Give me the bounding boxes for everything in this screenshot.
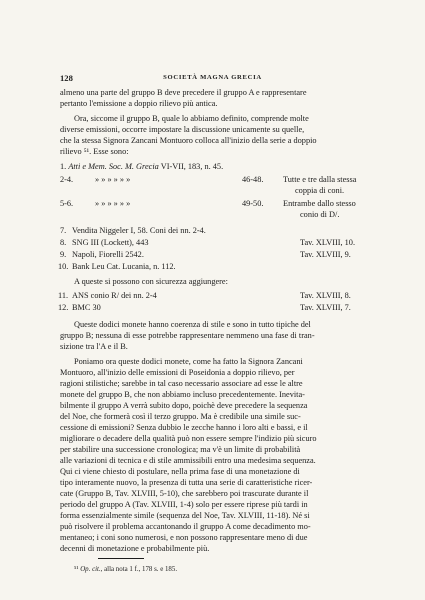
list-item-ref-cont: conio di D/.: [300, 210, 340, 219]
para4-line-18: decenni di monetazione e probabilmente più.: [60, 544, 210, 553]
para3-line-3: sizione tra l'A e il B.: [60, 342, 128, 351]
list-item-number: 5-6.: [60, 199, 74, 208]
para2-line-4: rilievo ⁵¹. Esse sono:: [60, 147, 129, 156]
list-item-ditto: » » » » » »: [95, 199, 131, 208]
para4-line-9: per stabilire una successione cronologica; ma v'è un limite di probabilità: [60, 445, 301, 454]
list-item-text: BMC 30: [72, 303, 101, 312]
para4-line-3: ragioni stilistiche; sarebbe in tal caso necessario associare ad esse le altre: [60, 379, 303, 388]
para4-line-17: mentaneo; i coni sono numerosi, e non possono rappresentare meno di due: [60, 533, 308, 542]
para2-line-1: Ora, siccome il gruppo B, quale lo abbiamo definito, comprende molte: [74, 114, 309, 123]
list-item-text: Napoli, Fiorelli 2542.: [72, 250, 144, 259]
list-item-text: 46-48.: [242, 175, 264, 184]
para4-line-4: monete del gruppo B, che non abbiamo incluso precedentemente. Inevita-: [60, 390, 305, 399]
para2-line-3: che la stessa Signora Zancani Montuoro colloca all'inizio della serie a doppio: [60, 136, 317, 145]
para4-line-15: forma essenzialmente simile (sequenza del Noe, Tav. XLVIII, 11-18). Né si: [60, 511, 310, 520]
list-intro: A queste si possono con sicurezza aggiungere:: [74, 277, 228, 286]
list-item-text: Bank Leu Cat. Lucania, n. 112.: [72, 262, 176, 271]
page-number: 128: [60, 73, 73, 83]
list-item-ditto: » » » » » »: [95, 175, 131, 184]
para4-line-14: periodo del gruppo A (Tav. XLVIII, 1-4) solo per essere riprese più tardi in: [60, 500, 308, 509]
running-title: SOCIETÀ MAGNA GRECIA: [163, 74, 262, 81]
list-item-text: Vendita Niggeler I, 58. Coni dei nn. 2-4.: [72, 226, 206, 235]
list-item-ref: Tav. XLVIII, 8.: [300, 291, 351, 300]
item-text: VI-VII, 183, n. 45.: [158, 162, 224, 171]
list-item-number: 12.: [58, 303, 69, 312]
para4-line-1: Poniamo ora queste dodici monete, come ha fatto la Signora Zancani: [74, 357, 303, 366]
para3-line-2: gruppo B; nessuna di esse potrebbe rappresentare nemmeno una fase di tran-: [60, 331, 315, 340]
list-item-text: SNG III (Lockett), 443: [72, 238, 149, 247]
footnote-mark: ⁵¹: [74, 566, 79, 573]
list-item-ref: Tutte e tre dalla stessa: [283, 175, 357, 184]
list-item-ref: Tav. XLVIII, 9.: [300, 250, 351, 259]
para4-line-6: del Noe, che formerà così il terzo gruppo. Ma è credibile una simile suc-: [60, 412, 301, 421]
list-item-number: 11.: [58, 291, 69, 300]
para4-line-13: cate (Gruppo B, Tav. XLVIII, 5-10), che sarebbero poi trascurate durante il: [60, 489, 309, 498]
list-item-number: 8.: [60, 238, 67, 247]
list-item-number: 2-4.: [60, 175, 74, 184]
list-item-number: 7.: [60, 226, 67, 235]
list-item-text: ANS conio R/ dei nn. 2-4: [72, 291, 157, 300]
list-item-text: 49-50.: [242, 199, 264, 208]
list-item-number: 9.: [60, 250, 67, 259]
para1-line-2: pertanto l'emissione a doppio rilievo più antica.: [60, 99, 218, 108]
item-number: 1.: [60, 162, 67, 171]
para4-line-5: bilmente il gruppo A verrà subito dopo, poichè deve precedere la sequenza: [60, 401, 308, 410]
footnote: [74, 564, 177, 575]
list-item-ref: Tav. XLVIII, 7.: [300, 303, 351, 312]
item-source: Atti e Mem. Soc. M. Grecia: [68, 162, 159, 171]
para4-line-16: può risolvere il problema accantonando il gruppo A come decadimento mo-: [60, 522, 311, 531]
para4-line-10: alle variazioni di tecnica e di stile ammissibili entro una medesima sequenza.: [60, 456, 316, 465]
para3-line-1: Queste dodici monete hanno coerenza di stile e sono in tutto tipiche del: [74, 320, 311, 329]
para4-line-12: tipo interamente nuovo, la presenza di tutta una serie di caratteristiche ricer-: [60, 478, 313, 487]
footnote-text: alla nota 1 f., 178 s. e 185.: [102, 566, 178, 573]
para4-line-2: Montuoro, all'inizio delle emissioni di Poseidonia a doppio rilievo, per: [60, 368, 295, 377]
para4-line-7: cessione di emissioni? Senza dubbio le zecche hanno i loro alti e bassi, e il: [60, 423, 308, 432]
list-item-number: 10.: [58, 262, 69, 271]
footnote-source: Op. cit.,: [80, 566, 103, 573]
list-item: [60, 161, 223, 172]
para1-line-1: almeno una parte del gruppo B deve precedere il gruppo A e rappresentare: [60, 88, 307, 97]
footnote-rule: [98, 558, 144, 559]
list-item-ref-cont: coppia di coni.: [295, 186, 345, 195]
para4-line-11: Qui ci viene chiesto di postulare, nella prima fase di una monetazione di: [60, 467, 300, 476]
para4-line-8: migliorare o decadere della qualità può non essere sempre l'indizio più sicuro: [60, 434, 317, 443]
list-item-ref: Tav. XLVIII, 10.: [300, 238, 356, 247]
list-item-ref: Entrambe dallo stesso: [283, 199, 356, 208]
para2-line-2: diverse emissioni, occorre impostare la discussione unicamente su quelle,: [60, 125, 305, 134]
